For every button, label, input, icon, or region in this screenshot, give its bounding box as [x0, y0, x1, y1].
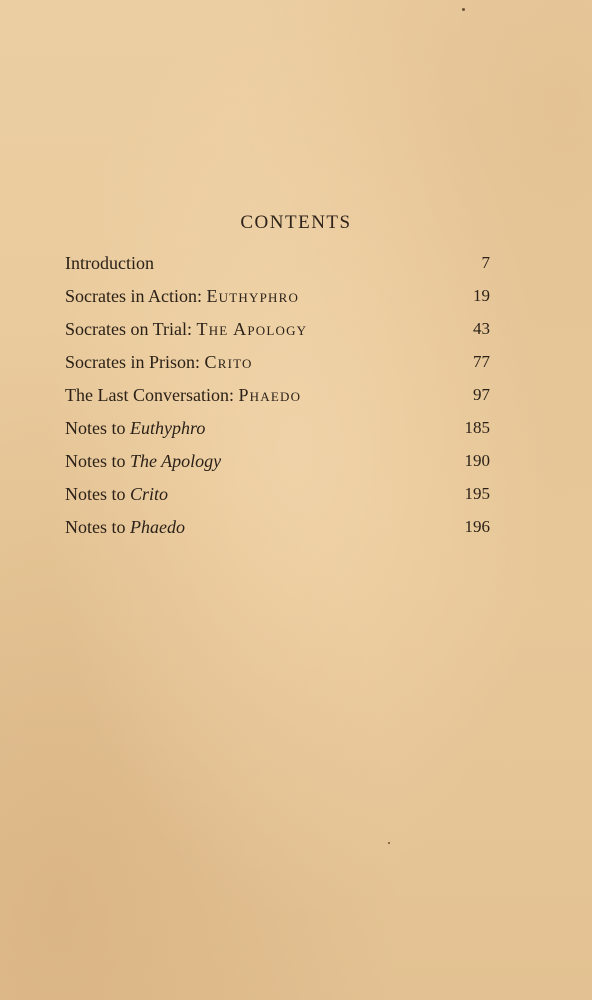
toc-entry-title	[65, 381, 301, 409]
toc-entry-title	[65, 282, 299, 310]
toc-page-number: 43	[473, 318, 490, 338]
toc-page-number: 97	[473, 384, 490, 404]
toc-entry-label: Notes to	[65, 417, 130, 438]
toc-entry-label: The Last Conversation:	[65, 384, 239, 405]
toc-entry-title	[65, 315, 307, 343]
toc-entry-work: Crito	[130, 483, 169, 504]
toc-entry-label: Socrates in Action:	[65, 285, 207, 306]
toc-entry-label: Notes to	[65, 450, 130, 471]
toc-entry-title	[65, 414, 205, 442]
toc-entry-title	[65, 447, 221, 475]
toc-entry-title	[65, 249, 154, 277]
toc-entry-notes-phaedo[interactable]	[65, 510, 490, 543]
toc-page-number: 195	[464, 483, 490, 503]
toc-entry-work: Euthyphro	[206, 285, 300, 306]
table-of-contents	[65, 246, 490, 543]
toc-entry-notes-apology[interactable]	[65, 444, 490, 477]
toc-entry-notes-euthyphro[interactable]	[65, 411, 490, 444]
paper-speck	[388, 842, 390, 844]
toc-entry-work: Phaedo	[238, 384, 302, 405]
toc-entry-work: Phaedo	[130, 516, 185, 537]
contents-heading: CONTENTS	[240, 212, 352, 233]
toc-entry-title	[65, 513, 185, 541]
toc-page-number: 19	[473, 285, 490, 305]
toc-entry-notes-crito[interactable]	[65, 477, 490, 510]
toc-entry-euthyphro[interactable]	[65, 279, 490, 312]
toc-entry-work: Crito	[204, 351, 253, 372]
toc-entry-work: Euthyphro	[130, 417, 206, 438]
toc-entry-work: The Apology	[196, 318, 308, 339]
toc-page-number: 190	[464, 450, 490, 470]
toc-page-number: 7	[481, 252, 490, 272]
toc-page-number: 77	[473, 351, 490, 371]
toc-entry-title	[65, 480, 168, 508]
toc-entry-introduction[interactable]	[65, 246, 490, 279]
toc-entry-label: Notes to	[65, 516, 130, 537]
toc-entry-label: Socrates in Prison:	[65, 351, 205, 372]
toc-entry-phaedo[interactable]	[65, 378, 490, 411]
toc-entry-apology[interactable]	[65, 312, 490, 345]
toc-entry-title	[65, 348, 253, 376]
toc-entry-crito[interactable]	[65, 345, 490, 378]
toc-entry-label: Socrates on Trial:	[65, 318, 197, 339]
toc-entry-label: Notes to	[65, 483, 130, 504]
toc-page-number: 196	[464, 516, 490, 536]
toc-entry-work: The Apology	[130, 450, 222, 471]
paper-speck	[462, 8, 465, 11]
toc-entry-label: Introduction	[65, 252, 154, 273]
toc-page-number: 185	[464, 417, 490, 437]
